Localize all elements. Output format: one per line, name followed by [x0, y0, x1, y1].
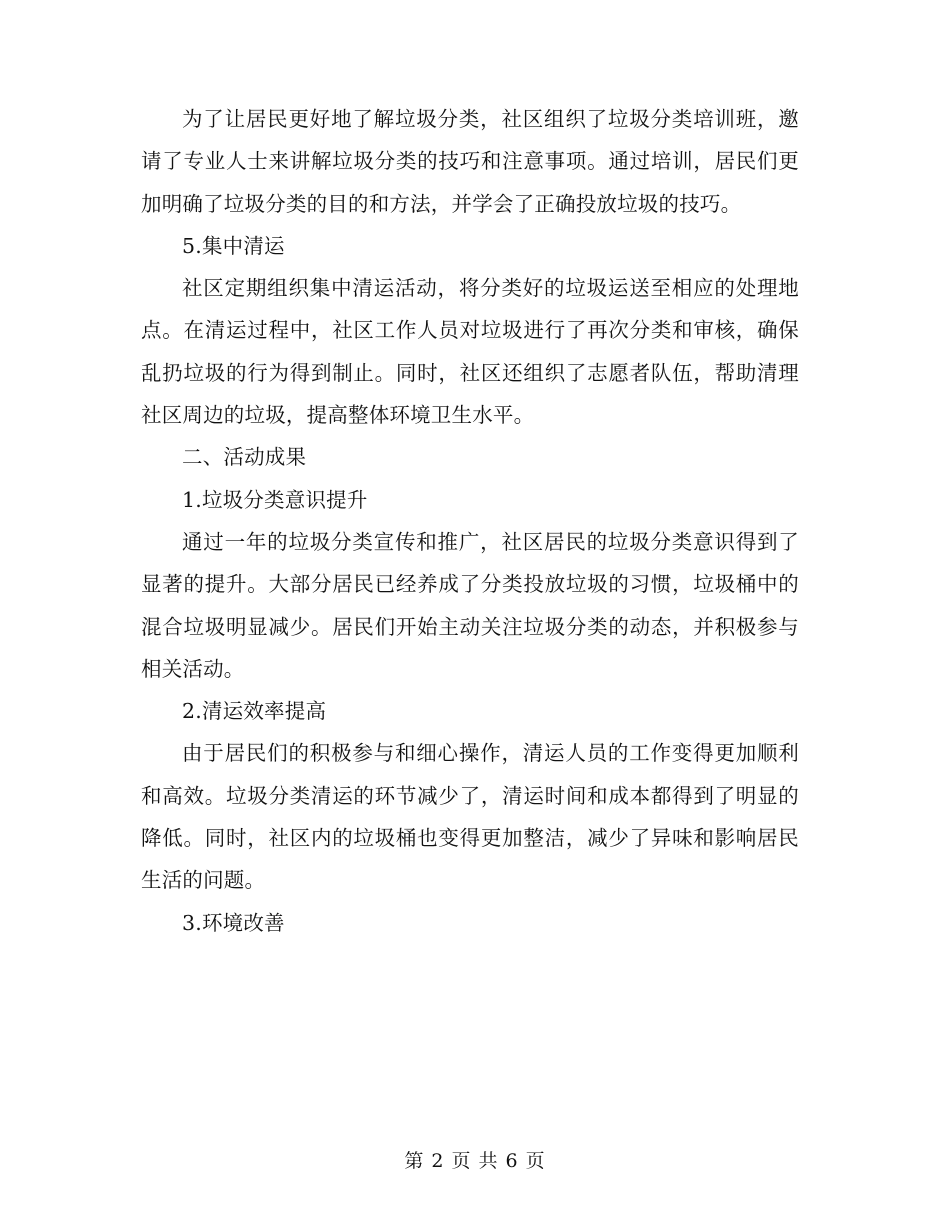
heading-environment: 3.环境改善: [182, 910, 285, 935]
heading-awareness: 1.垃圾分类意识提升: [182, 487, 368, 512]
paragraph-training: 为了让居民更好地了解垃圾分类，社区组织了垃圾分类培训班，邀请了专业人士来讲解垃圾分类的技巧和注意事项。通过培训，居民们更加明确了垃圾分类的目的和方法，并学会了正确投放垃圾的技巧。: [141, 107, 799, 216]
heading-centralized-collection: 5.集中清运: [182, 233, 285, 258]
page-number-footer: 第 2 页 共 6 页: [404, 1150, 546, 1172]
paragraph-efficiency: 由于居民们的积极参与和细心操作，清运人员的工作变得更加顺利和高效。垃圾分类清运的环节减少了，清运时间和成本都得到了明显的降低。同时，社区内的垃圾桶也变得更加整洁，减少了异味和影响居民生活的问题。: [141, 741, 799, 893]
paragraph-centralized-collection: 社区定期组织集中清运活动，将分类好的垃圾运送至相应的处理地点。在清运过程中，社区工作人员对垃圾进行了再次分类和审核，确保乱扔垃圾的行为得到制止。同时，社区还组织了志愿者队伍，帮助清理社区周边的垃圾，提高整体环境卫生水平。: [141, 276, 799, 428]
paragraph-awareness: 通过一年的垃圾分类宣传和推广，社区居民的垃圾分类意识得到了显著的提升。大部分居民已经养成了分类投放垃圾的习惯，垃圾桶中的混合垃圾明显减少。居民们开始主动关注垃圾分类的动态，并积极参与相关活动。: [141, 529, 799, 681]
page-body: [141, 98, 799, 944]
heading-activity-results: 二、活动成果: [182, 445, 307, 470]
heading-efficiency: 2.清运效率提高: [182, 699, 327, 724]
